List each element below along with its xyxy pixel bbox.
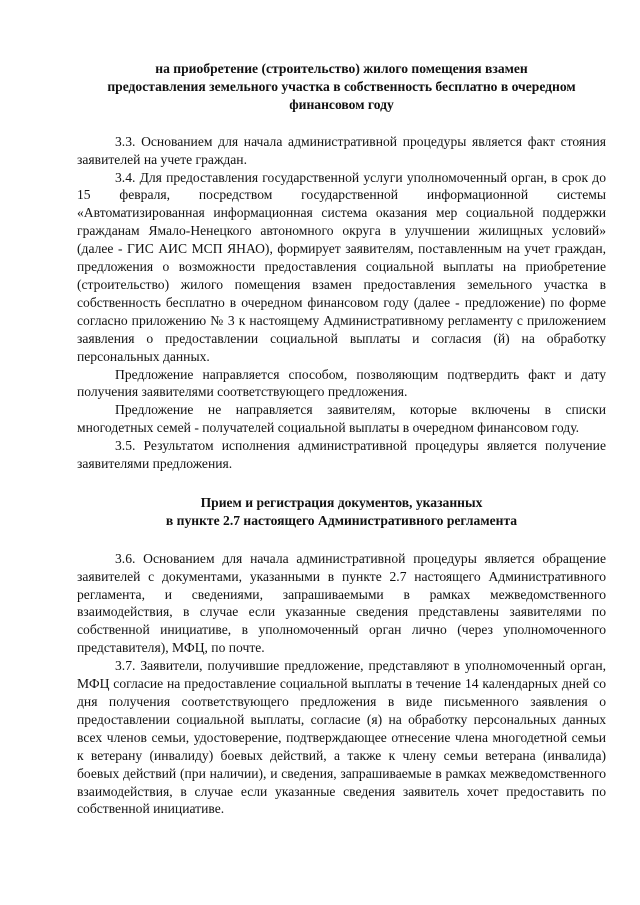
paragraph-3-3: 3.3. Основанием для начала административной процедуры является факт стояния заявителей на учете граждан.: [77, 133, 606, 167]
section-body-1: [77, 133, 606, 473]
heading-line: финансовом году: [289, 96, 394, 112]
paragraph-3-7: 3.7. Заявители, получившие предложение, представляют в уполномоченный орган, МФЦ согласие на предоставление социальной выплаты в течение 14 календарных дней со дня получения соответствующего предложения в виде письменного заявления о предоставлении социальной выплаты, согласие (я) на обработку персональных данных всех членов семьи, удостоверение, подтверждающее отнесение члена многодетной семьи к ветерану (инвалиду) боевых действий, а также к члену семьи ветерана (инвалида) боевых действий (при наличии), и сведения, запрашиваемые в рамках межведомственного взаимодействия, в случае если указанные сведения заявитель хочет предоставить по собственной инициативе.: [77, 658, 606, 817]
heading-line: предоставления земельного участка в собственность бесплатно в очередном: [107, 78, 576, 94]
paragraph-3-5: 3.5. Результатом исполнения административной процедуры является получение заявителями предложения.: [77, 438, 606, 472]
heading-line: в пункте 2.7 настоящего Административного регламента: [165, 512, 518, 528]
paragraph-offer-exclusion: Предложение не направляется заявителям, которые включены в списки многодетных семей - получателей социальной выплаты в очередном финансовом году.: [77, 402, 606, 436]
section-heading-social-payment: [77, 60, 606, 114]
paragraph-offer-delivery: Предложение направляется способом, позволяющим подтвердить факт и дату получения заявителями соответствующего предложения.: [77, 366, 606, 400]
paragraph-3-6: 3.6. Основанием для начала административной процедуры является обращение заявителей с документами, указанными в пункте 2.7 настоящего Административного регламента, и сведениями, запрашиваемыми в рамках межведомственного взаимодействия, в случае если указанные сведения представлены заявителями по собственной инициативе, в уполномоченный орган лично (через уполномоченного представителя), МФЦ, по почте.: [77, 550, 606, 656]
paragraph-3-4: 3.4. Для предоставления государственной услуги уполномоченный орган, в срок до 15 февраля, посредством государственной информационной системы «Автоматизированная информационная система оказания мер социальной поддержки гражданам Ямало-Ненецкого автономного округа в улучшении жилищных условий» (далее - ГИС АИС МСП ЯНАО), формирует заявителям, поставленным на учет граждан, предложения о возможности предоставления социальной выплаты на приобретение (строительство) жилого помещения взамен предоставления земельного участка в собственность бесплатно в очередном финансовом году (далее - предложение) по форме согласно приложению № 3 к настоящему Административному регламенту с приложением заявления о предоставлении социальной выплаты и согласия (й) на обработку персональных данных.: [77, 169, 606, 364]
section-body-2: [77, 550, 606, 819]
heading-line: на приобретение (строительство) жилого помещения взамен: [155, 61, 528, 76]
heading-line: Прием и регистрация документов, указанных: [200, 494, 483, 510]
section-heading-document-intake: [77, 494, 606, 530]
